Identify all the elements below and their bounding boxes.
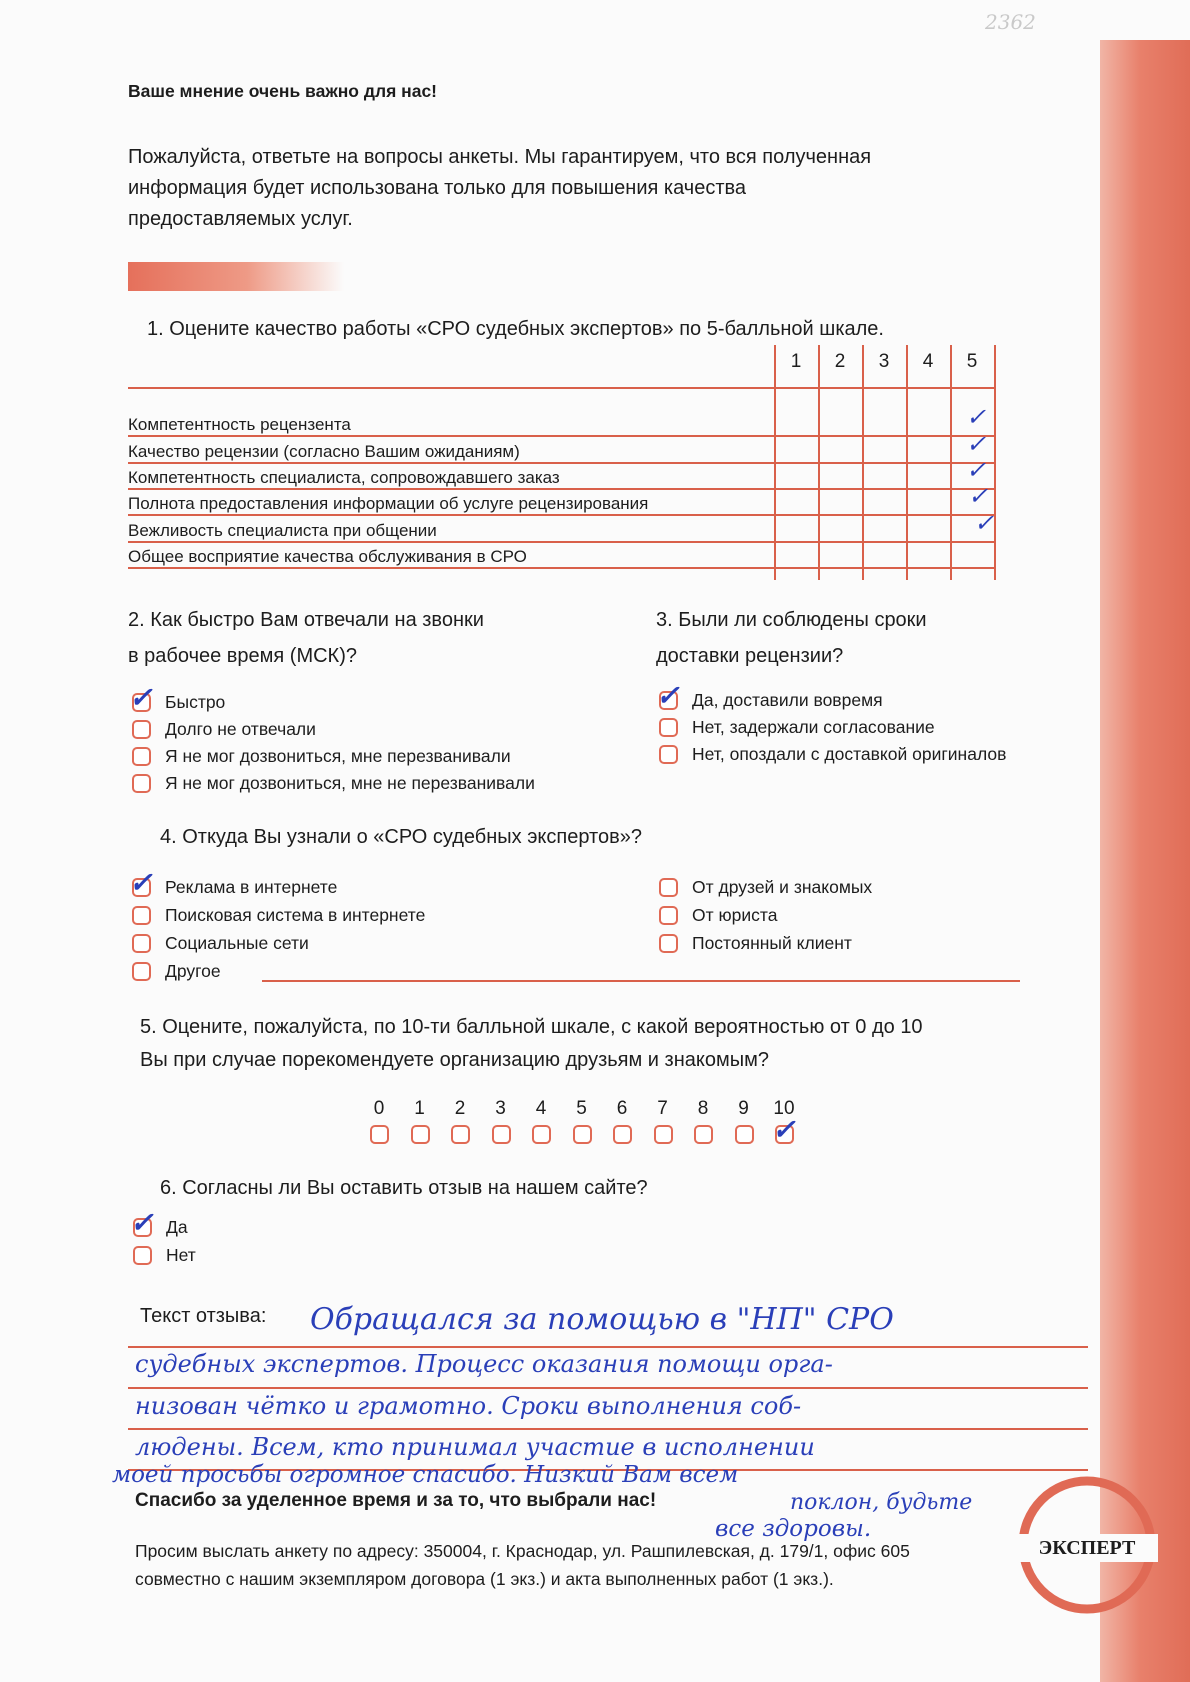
q4-option[interactable] [132, 961, 221, 982]
scale-number: 8 [697, 1098, 709, 1119]
table-rule [128, 567, 996, 569]
handwritten-review-line: людены. Всем, кто принимал участие в исполнении [135, 1433, 815, 1461]
q2-title: 2. Как быстро Вам отвечали на звонки [128, 609, 484, 631]
table-rule [128, 462, 996, 464]
q3-title: доставки рецензии? [656, 645, 844, 667]
column-header: 2 [834, 351, 846, 372]
option-label: От юриста [692, 905, 778, 925]
scale-checkbox[interactable] [613, 1125, 632, 1144]
checkbox[interactable] [654, 1125, 673, 1144]
q1-title: 1. Оцените качество работы «СРО судебных экспертов» по 5-балльной шкале. [147, 318, 884, 340]
q2-option[interactable] [132, 746, 511, 767]
checkbox[interactable] [659, 878, 678, 897]
scale-number: 7 [657, 1098, 668, 1119]
checkbox[interactable] [694, 1125, 713, 1144]
option-label: Я не мог дозвониться, мне не перезванивали [165, 773, 535, 793]
decorative-side-band [1100, 40, 1190, 1682]
checkbox[interactable] [132, 720, 151, 739]
scale-checkbox[interactable] [411, 1125, 430, 1144]
scale-number: 9 [738, 1098, 749, 1119]
q5-title: 5. Оцените, пожалуйста, по 10-ти балльной шкале, с какой вероятностью от 0 до 10 [140, 1016, 923, 1038]
option-label: Быстро [165, 692, 226, 712]
address-line: Просим выслать анкету по адресу: 350004, г. Краснодар, ул. Рашпилевская, д. 179/1, офис 605 [135, 1541, 910, 1561]
checkbox[interactable] [132, 747, 151, 766]
logo-text: ЭКСПЕРТ [1038, 1537, 1136, 1559]
table-rule [128, 514, 996, 516]
q3-title: 3. Были ли соблюдены сроки [656, 609, 927, 631]
intro-line: информация будет использована только для повышения качества [128, 177, 747, 199]
q5-title: Вы при случае порекомендуете организацию друзьям и знакомым? [140, 1049, 769, 1071]
q3-option[interactable] [659, 717, 935, 738]
q6-title: 6. Согласны ли Вы оставить отзыв на нашем сайте? [160, 1177, 648, 1199]
checkbox[interactable] [132, 934, 151, 953]
scale-number: 6 [616, 1098, 628, 1119]
scale-number: 1 [414, 1098, 425, 1119]
checkbox[interactable] [132, 962, 151, 981]
checkbox[interactable] [133, 1246, 152, 1265]
checkbox[interactable] [659, 906, 678, 925]
score-5-check: ✓ [966, 403, 987, 431]
table-rule [128, 488, 996, 490]
option-label: От друзей и знакомых [692, 877, 873, 897]
criterion-label: Компетентность специалиста, сопровождавшего заказ [128, 468, 560, 487]
address-line: совместно с нашим экземпляром договора (1 экз.) и акта выполненных работ (1 экз.). [135, 1569, 834, 1589]
checkbox[interactable] [132, 774, 151, 793]
q4-option[interactable] [132, 905, 425, 926]
q4-option[interactable] [659, 933, 852, 954]
review-line [128, 1428, 1088, 1430]
q4-option[interactable] [132, 933, 309, 954]
criterion-label: Вежливость специалиста при общении [128, 521, 437, 540]
q4-option[interactable] [129, 866, 338, 899]
scale-checkbox[interactable] [772, 1113, 796, 1146]
q2-option[interactable] [132, 719, 316, 740]
handwritten-review-line: поклон, будьте [790, 1490, 973, 1515]
checked-mark: ✓ [130, 1206, 154, 1239]
scale-checkbox[interactable] [492, 1125, 511, 1144]
checkbox[interactable] [451, 1125, 470, 1144]
q3-option[interactable] [659, 744, 1006, 765]
column-header: 1 [790, 351, 802, 372]
handwritten-review-line: Обращался за помощью в "НП" СРО [310, 1302, 894, 1337]
score-5-check: ✓ [966, 456, 987, 484]
scan-mark: 2362 [985, 10, 1036, 34]
score-5-check: ✓ [968, 482, 989, 510]
checkbox[interactable] [370, 1125, 389, 1144]
q2-option[interactable] [129, 681, 226, 714]
q4-option[interactable] [659, 905, 777, 926]
page-heading: Ваше мнение очень важно для нас! [128, 81, 438, 101]
checked-mark: ✓ [129, 681, 153, 714]
option-label: Постоянный клиент [692, 933, 852, 953]
scale-number: 5 [576, 1098, 587, 1119]
checkbox[interactable] [532, 1125, 551, 1144]
review-line [128, 1346, 1088, 1348]
scale-checkbox[interactable] [735, 1125, 754, 1144]
scale-checkbox[interactable] [532, 1125, 551, 1144]
checkbox[interactable] [613, 1125, 632, 1144]
q2-title: в рабочее время (МСК)? [128, 645, 357, 667]
column-header: 4 [922, 351, 934, 372]
rating-table [128, 345, 1008, 580]
q6-option[interactable] [133, 1245, 196, 1266]
q4-option[interactable] [659, 877, 872, 898]
other-answer-line[interactable] [262, 980, 1020, 982]
checkbox[interactable] [659, 718, 678, 737]
checkbox[interactable] [492, 1125, 511, 1144]
column-header: 3 [878, 351, 890, 372]
criterion-label: Полнота предоставления информации об услуге рецензирования [128, 494, 649, 513]
option-label: Другое [165, 961, 221, 981]
option-label: Нет, задержали согласование [692, 717, 935, 737]
thanks-text: Спасибо за уделенное время и за то, что выбрали нас! [135, 1490, 657, 1511]
scale-checkbox[interactable] [694, 1125, 713, 1144]
checkbox[interactable] [132, 906, 151, 925]
scale-checkbox[interactable] [654, 1125, 673, 1144]
handwritten-review-line: низован чётко и грамотно. Сроки выполнения соб- [135, 1392, 802, 1420]
option-label: Да, доставили вовремя [692, 690, 883, 710]
scale-number: 3 [495, 1098, 506, 1119]
column-header: 5 [966, 351, 978, 372]
option-label: Нет [166, 1245, 196, 1265]
q6-option[interactable] [130, 1206, 188, 1239]
handwritten-review-line: все здоровы. [715, 1516, 872, 1542]
checkbox[interactable] [659, 934, 678, 953]
option-label: Социальные сети [165, 933, 309, 953]
checkbox[interactable] [573, 1125, 592, 1144]
review-label: Текст отзыва: [140, 1305, 267, 1327]
checkbox[interactable] [735, 1125, 754, 1144]
table-rule [128, 387, 996, 389]
scale-checkbox[interactable] [573, 1125, 592, 1144]
option-label: Нет, опоздали с доставкой оригиналов [692, 744, 1007, 764]
scale-number: 10 [773, 1098, 795, 1119]
score-5-check: ✓ [966, 430, 987, 458]
company-logo [1012, 1470, 1162, 1620]
checkbox[interactable] [659, 745, 678, 764]
option-label: Поисковая система в интернете [165, 905, 426, 925]
score-5-check: ✓ [974, 509, 995, 537]
checked-mark: ✓ [129, 866, 153, 899]
option-label: Реклама в интернете [165, 877, 338, 897]
mailing-address [135, 1537, 910, 1593]
handwritten-review-line: судебных экспертов. Процесс оказания помощи орга- [135, 1350, 833, 1378]
scale-checkbox[interactable] [370, 1125, 389, 1144]
scale-checkbox[interactable] [451, 1125, 470, 1144]
table-rule [128, 541, 996, 543]
scale-number: 0 [373, 1098, 385, 1119]
option-label: Долго не отвечали [165, 719, 316, 739]
scale-number: 2 [454, 1098, 466, 1119]
q3-option[interactable] [656, 679, 883, 712]
criterion-label: Качество рецензии (согласно Вашим ожиданиям) [128, 442, 520, 461]
intro-text [128, 142, 1028, 235]
criterion-label: Компетентность рецензента [128, 415, 351, 434]
option-label: Да [166, 1217, 188, 1237]
intro-line: Пожалуйста, ответьте на вопросы анкеты. Мы гарантируем, что вся полученная [128, 146, 872, 168]
scale-number: 4 [535, 1098, 547, 1119]
intro-line: предоставляемых услуг. [128, 208, 353, 230]
table-rule [128, 435, 996, 437]
criterion-label: Общее восприятие качества обслуживания в СРО [128, 547, 527, 566]
checked-mark: ✓ [656, 679, 680, 712]
q2-option[interactable] [132, 773, 535, 794]
decorative-bar [128, 262, 344, 291]
checked-mark: ✓ [772, 1113, 796, 1146]
option-label: Я не мог дозвониться, мне перезванивали [165, 746, 511, 766]
handwritten-review-line: моей просьбы огромное спасибо. Низкий Вам всем [112, 1462, 739, 1488]
checkbox[interactable] [411, 1125, 430, 1144]
q4-title: 4. Откуда Вы узнали о «СРО судебных экспертов»? [160, 826, 642, 848]
review-line [128, 1387, 1088, 1389]
